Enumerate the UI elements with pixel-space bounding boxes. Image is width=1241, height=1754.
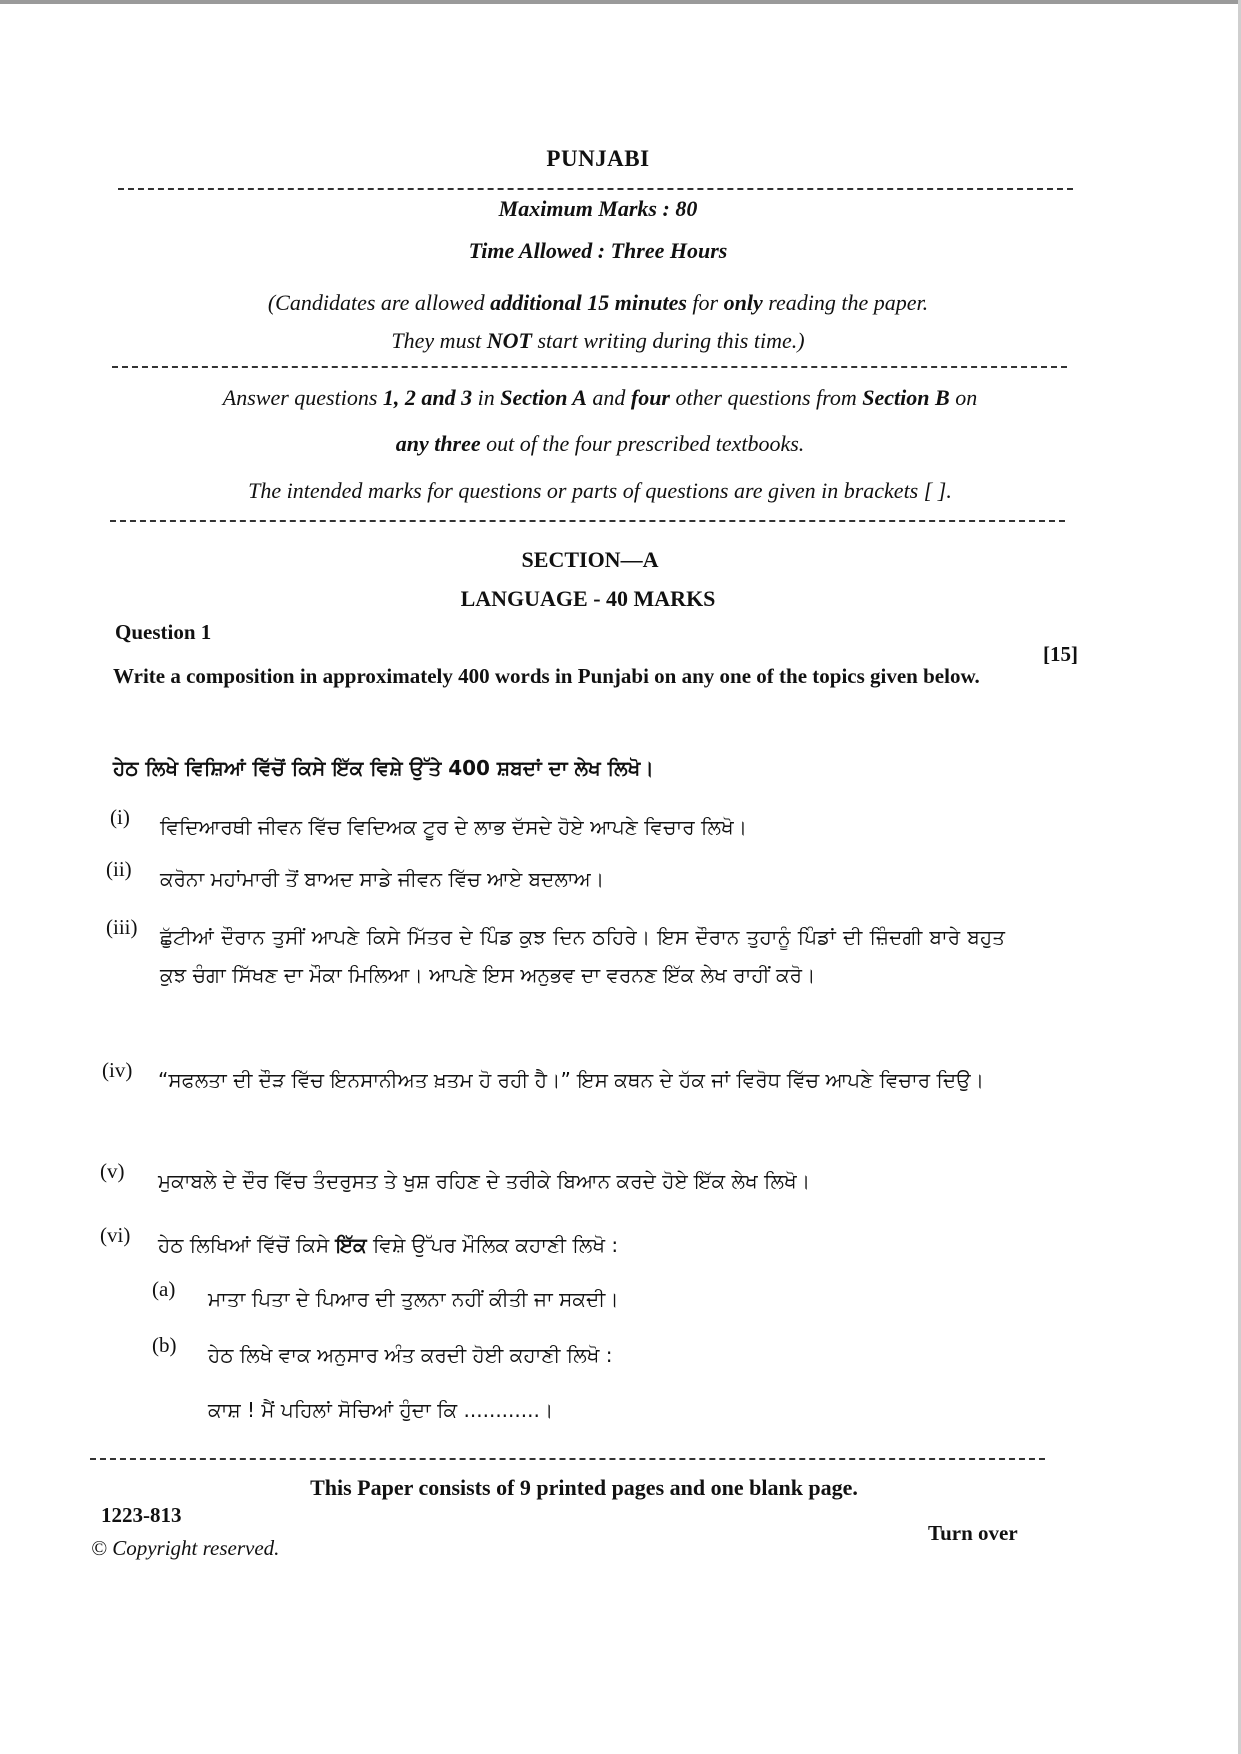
subitem-text: ਹੇਠ ਲਿਖੇ ਵਾਕ ਅਨੁਸਾਰ ਅੰਤ ਕਰਦੀ ਹੋਈ ਕਹਾਣੀ ਲਿਖੋ :: [208, 1343, 613, 1367]
max-marks: Maximum Marks : 80: [498, 196, 698, 221]
question-1-marks: [15]: [1043, 642, 1078, 666]
scan-top-edge: [0, 0, 1241, 4]
pages-note: This Paper consists of 9 printed pages and one blank page.: [310, 1475, 858, 1500]
composition-instruction-punjabi: ਹੇਠ ਲਿਖੇ ਵਿਸ਼ਿਆਂ ਵਿੱਚੋਂ ਕਿਸੇ ਇੱਕ ਵਿਸ਼ੇ ਉੱਤੇ 400 ਸ਼ਬਦਾਂ ਦਾ ਲੇਖ ਲਿਖੋ।: [113, 756, 654, 780]
divider-1: [118, 188, 1073, 190]
time-allowed: Time Allowed : Three Hours: [468, 238, 728, 263]
item-text: “ਸਫਲਤਾ ਦੀ ਦੌੜ ਵਿੱਚ ਇਨਸਾਨੀਅਤ ਖ਼ਤਮ ਹੋ ਰਹੀ ਹੈ।” ਇਸ ਕਥਨ ਦੇ ਹੱਕ ਜਾਂ ਵਿਰੋਧ ਵਿੱਚ ਆਪਣੇ ਵਿਚਾਰ ਦਿਉ।: [158, 1068, 985, 1092]
item-text: ਹੇਠ ਲਿਖਿਆਂ ਵਿੱਚੋਂ ਕਿਸੇ ਇੱਕ ਵਿਸ਼ੇ ਉੱਪਰ ਮੌਲਿਕ ਕਹਾਣੀ ਲਿਖੋ :: [158, 1233, 619, 1257]
divider-4: [90, 1458, 1045, 1460]
item-number: (vi): [100, 1223, 131, 1247]
turn-over: Turn over: [928, 1521, 1018, 1545]
instruction-line-3: The intended marks for questions or parts of questions are given in brackets [ ].: [248, 478, 952, 503]
question-1-label: Question 1: [115, 620, 212, 644]
item-number: (ii): [106, 857, 132, 881]
item-number: (iii): [106, 915, 138, 939]
instruction-line-1: Answer questions 1, 2 and 3 in Section A and four other questions from Section B on: [222, 385, 978, 410]
divider-2: [112, 366, 1067, 368]
instruction-line-2: any three out of the four prescribed textbooks.: [395, 431, 805, 456]
paper-code: 1223-813: [101, 1503, 182, 1527]
section-subtitle: LANGUAGE - 40 MARKS: [460, 586, 716, 611]
item-number: (v): [100, 1159, 125, 1183]
item-text: ਕਰੋਨਾ ਮਹਾਂਮਾਰੀ ਤੋਂ ਬਾਅਦ ਸਾਡੇ ਜੀਵਨ ਵਿੱਚ ਆਏ ਬਦਲਾਅ।: [160, 867, 605, 891]
item-text: ਛੁੱਟੀਆਂ ਦੌਰਾਨ ਤੁਸੀਂ ਆਪਣੇ ਕਿਸੇ ਮਿੱਤਰ ਦੇ ਪਿੰਡ ਕੁਝ ਦਿਨ ਠਹਿਰੇ। ਇਸ ਦੌਰਾਨ ਤੁਹਾਨੂੰ ਪਿੰਡਾਂ ਦੀ ਜ਼ਿੰਦਗੀ ਬਾਰੇ ਬਹੁਤ ਕੁਝ ਚੰਗਾ ਸਿੱਖਣ ਦਾ ਮੌਕਾ ਮਿਲਿਆ। ਆਪਣੇ ਇਸ ਅਨੁਭਵ ਦਾ ਵਰਨਣ ਇੱਕ ਲੇਖ ਰਾਹੀਂ ਕਰੋ।: [160, 925, 1005, 987]
subitem-number: (b): [152, 1333, 177, 1357]
item-number: (i): [110, 805, 130, 829]
section-title: SECTION—A: [521, 547, 659, 572]
item-text: ਮੁਕਾਬਲੇ ਦੇ ਦੌਰ ਵਿੱਚ ਤੰਦਰੁਸਤ ਤੇ ਖੁਸ਼ ਰਹਿਣ ਦੇ ਤਰੀਕੇ ਬਿਆਨ ਕਰਦੇ ਹੋਏ ਇੱਕ ਲੇਖ ਲਿਖੋ।: [158, 1169, 811, 1193]
subitem-number: (a): [152, 1277, 176, 1301]
reading-time-line-2: They must NOT start writing during this time.): [391, 328, 805, 353]
item-number: (iv): [102, 1058, 133, 1082]
ending-sentence: ਕਾਸ਼ ! ਮੈਂ ਪਹਿਲਾਂ ਸੋਚਿਆਂ ਹੁੰਦਾ ਕਿ ............।: [208, 1398, 554, 1422]
copyright: © Copyright reserved.: [91, 1536, 280, 1560]
composition-instruction-english: Write a composition in approximately 400 words in Punjabi on any one of the topics given below.: [113, 664, 980, 688]
reading-time-line-1: (Candidates are allowed additional 15 minutes for only reading the paper.: [267, 290, 929, 315]
subject-title: PUNJABI: [546, 146, 650, 171]
divider-3: [110, 520, 1065, 522]
subitem-text: ਮਾਤਾ ਪਿਤਾ ਦੇ ਪਿਆਰ ਦੀ ਤੁਲਨਾ ਨਹੀਂ ਕੀਤੀ ਜਾ ਸਕਦੀ।: [208, 1287, 619, 1311]
item-text: ਵਿਦਿਆਰਥੀ ਜੀਵਨ ਵਿੱਚ ਵਿਦਿਅਕ ਟੂਰ ਦੇ ਲਾਭ ਦੱਸਦੇ ਹੋਏ ਆਪਣੇ ਵਿਚਾਰ ਲਿਖੋ।: [160, 815, 748, 839]
